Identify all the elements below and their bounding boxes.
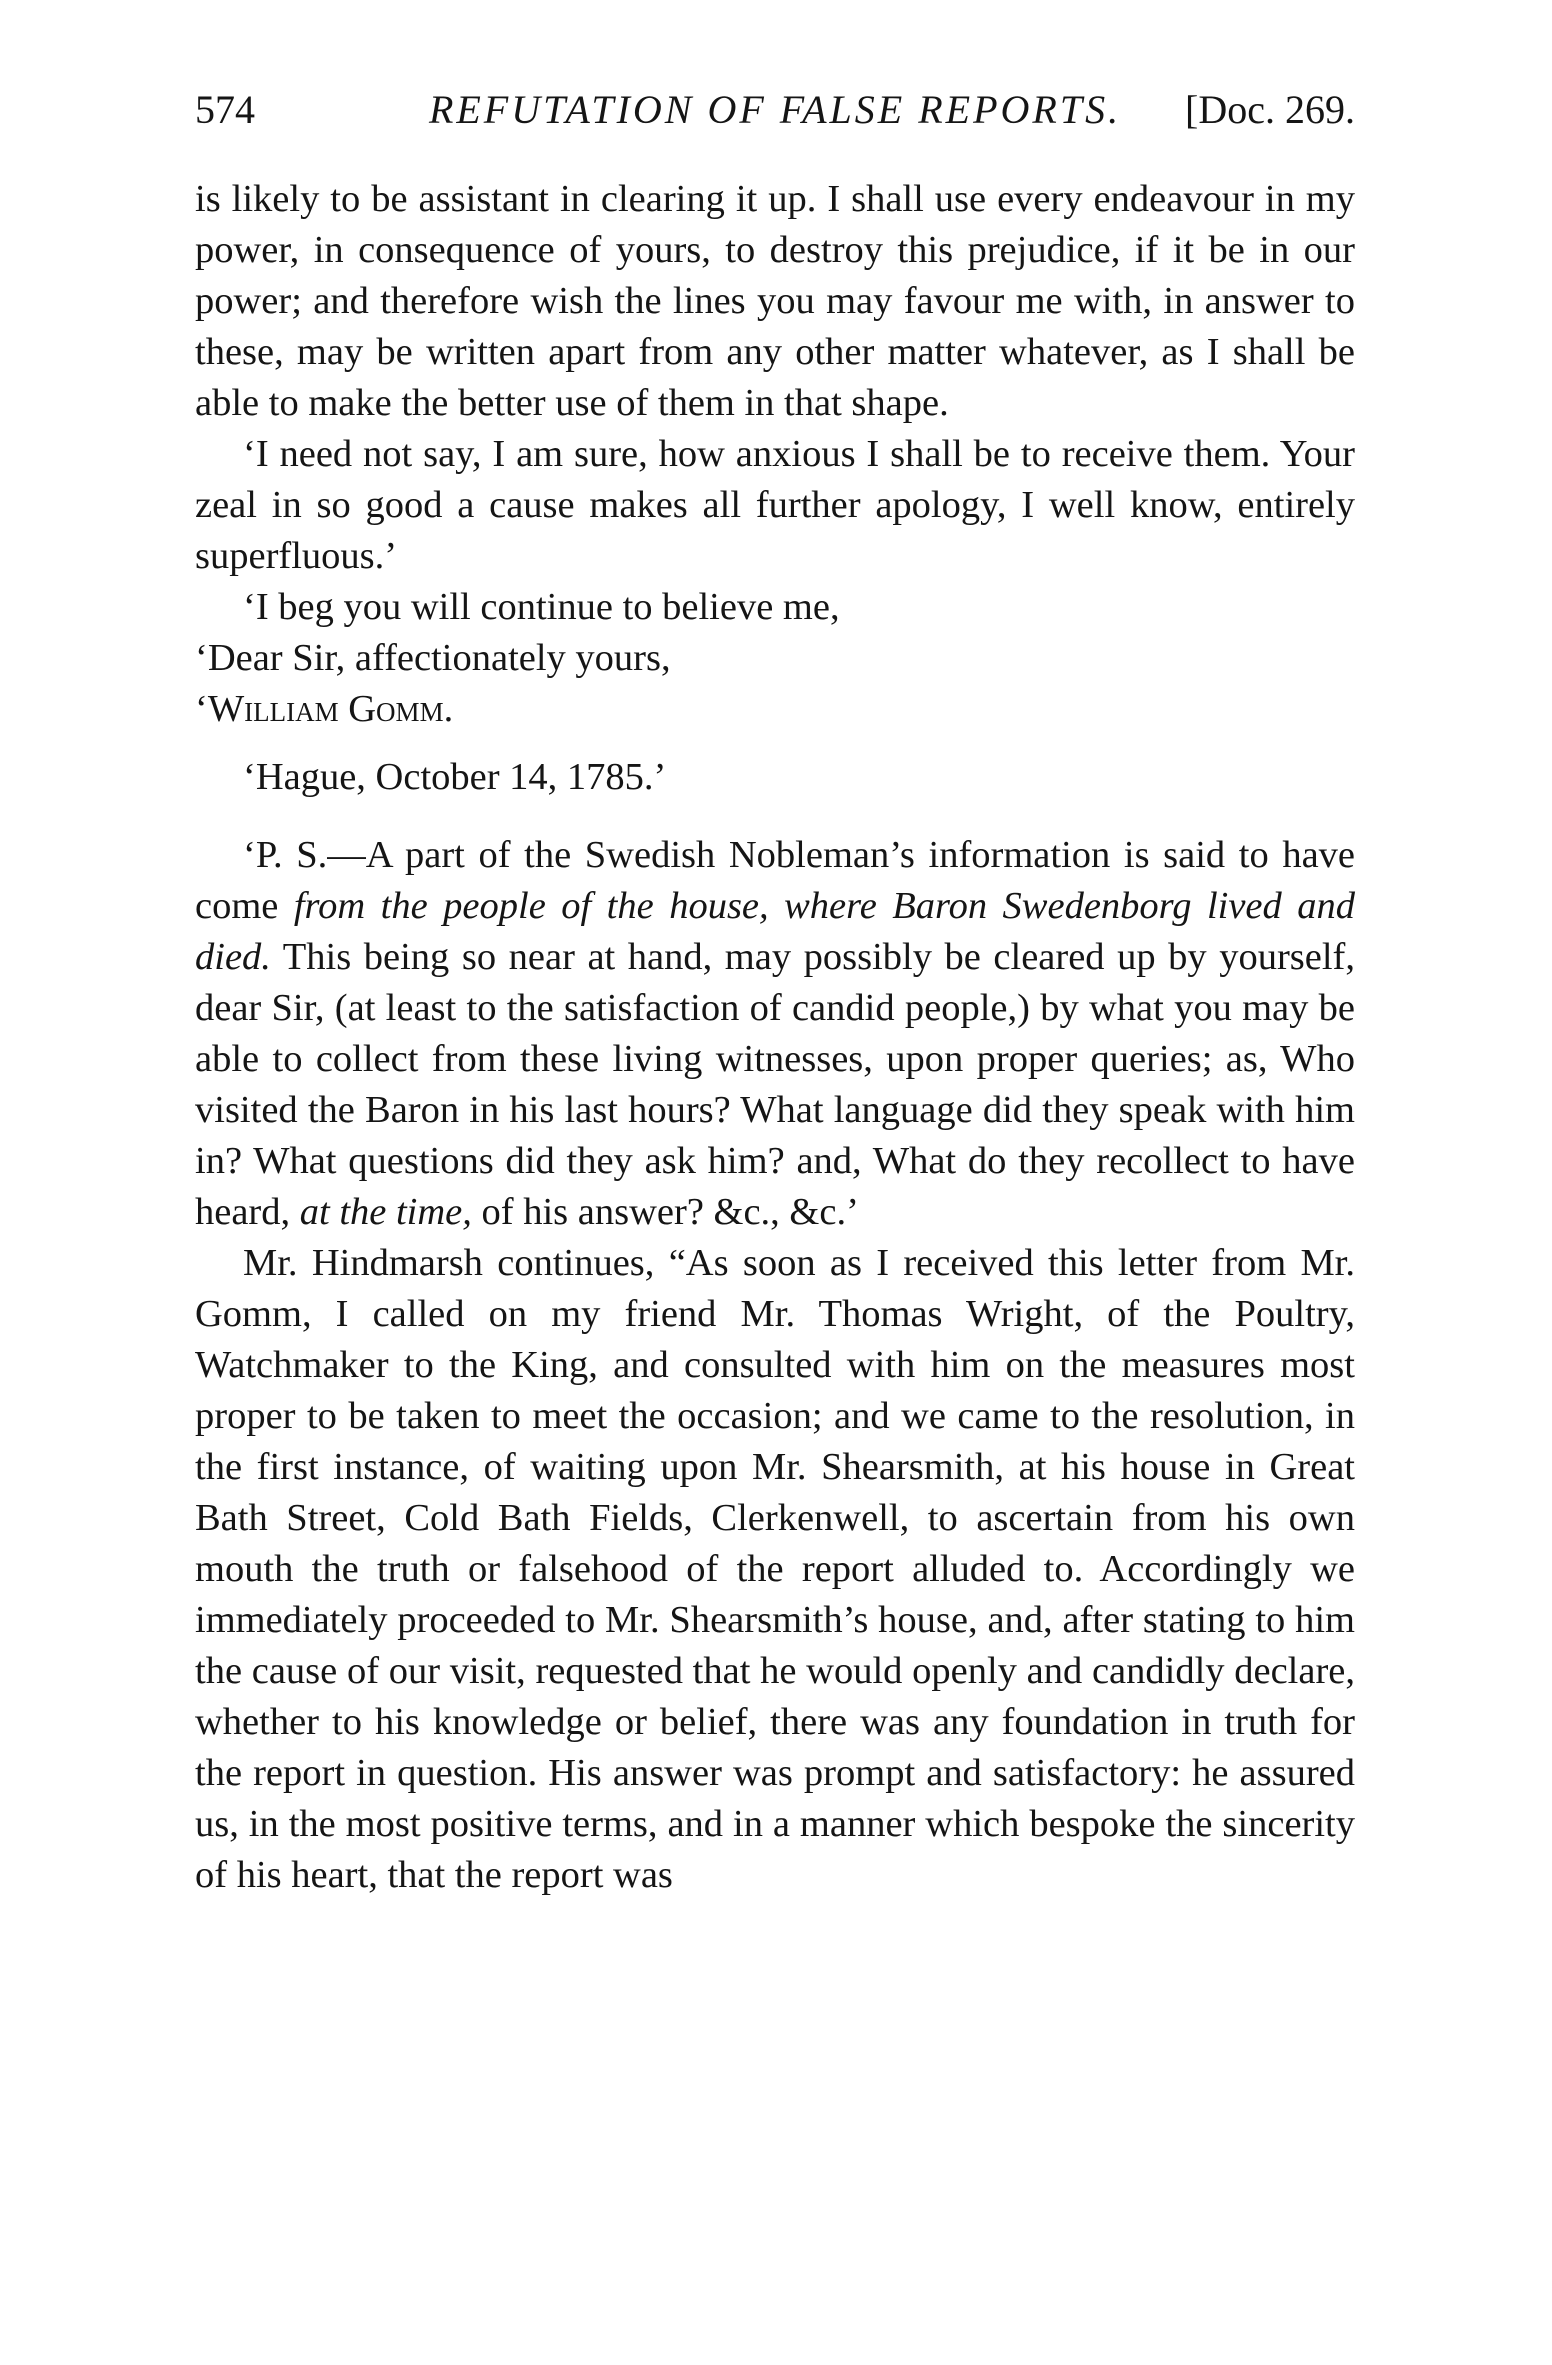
paragraph-anxious: ‘I need not say, I am sure, how anxious I shall be to receive them. Your zeal in so good a cause makes all further apology, I well know, entirely superfluous.’ [195, 433, 1355, 577]
postscript-paragraph [195, 830, 1355, 1238]
page-body [195, 174, 1355, 1901]
book-page [195, 80, 1355, 1901]
postscript-italic-1: from the people of the house, where Baron Swedenborg lived and died. [195, 885, 1355, 978]
postscript-text-1: ‘P. S.—A part of the Swedish Nobleman’s information is said to have come [195, 834, 1355, 927]
letter-signature: ‘William Gomm. [195, 688, 454, 730]
document-reference: [Doc. 269. [1185, 87, 1355, 132]
paragraph-continuation: is likely to be assistant in clearing it up. I shall use every endeavour in my power, in consequence of yours, to destroy this prejudice, if it be in our power; and therefore wish the lines you may favour me with, in answer to these, may be written apart from any other matter whatever, as I shall be able to make the better use of them in that shape. [195, 178, 1355, 424]
letter-dateline: ‘Hague, October 14, 1785.’ [243, 756, 667, 798]
running-title: REFUTATION OF FALSE REPORTS. [428, 87, 1122, 132]
postscript-text-2: This being so near at hand, may possibly be cleared up by yourself, dear Sir, (at least to the satisfaction of candid people,) by what you may be able to collect from these living witnesses, upon proper queries; as, Who visited the Baron in his last hours? What language did they speak with him in? What questions did they ask him? and, What do they recollect to have heard, [195, 936, 1355, 1233]
paragraph-hindmarsh: Mr. Hindmarsh continues, “As soon as I received this letter from Mr. Gomm, I called on my friend Mr. Thomas Wright, of the Poultry, Watchmaker to the King, and consulted with him on the measures most proper to be taken to meet the occasion; and we came to the resolution, in the first instance, of waiting upon Mr. Shearsmith, at his house in Great Bath Street, Cold Bath Fields, Clerkenwell, to ascertain from his own mouth the truth or falsehood of the report alluded to. Accordingly we immediately proceeded to Mr. Shearsmith’s house, and, after stating to him the cause of our visit, requested that he would openly and candidly declare, whether to his knowledge or belief, there was any foundation in truth for the report in question. His answer was prompt and satisfactory: he assured us, in the most positive terms, and in a manner which bespoke the sincerity of his heart, that the report was [195, 1242, 1355, 1896]
page-number: 574 [195, 87, 255, 132]
paragraph-continue-believe: ‘I beg you will continue to believe me, [243, 586, 840, 628]
running-header [195, 80, 1355, 140]
postscript-italic-2: at the time, [299, 1191, 472, 1233]
letter-closing: ‘Dear Sir, affectionately yours, [195, 637, 671, 679]
postscript-text-3: of his answer? &c., &c.’ [471, 1191, 859, 1233]
